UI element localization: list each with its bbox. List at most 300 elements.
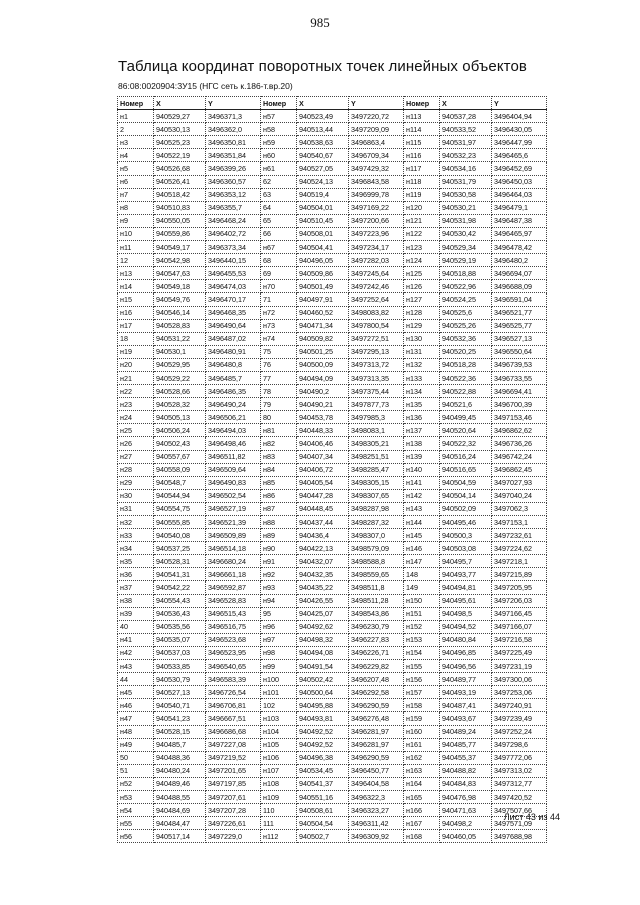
x-coordinate-cell: 940437,44	[297, 516, 349, 529]
x-coordinate-cell: 940537,25	[154, 542, 206, 555]
y-coordinate-cell: 3496440,15	[206, 254, 261, 267]
table-row	[118, 516, 547, 529]
point-number-cell: н49	[118, 738, 154, 751]
x-coordinate-cell: 940544,94	[154, 489, 206, 502]
y-coordinate-cell: 3497313,02	[492, 764, 547, 777]
y-coordinate-cell: 3498511,8	[349, 581, 404, 594]
point-number-cell: 95	[261, 607, 297, 620]
y-coordinate-cell: 3496523,95	[206, 646, 261, 659]
x-coordinate-cell: 940435,22	[297, 581, 349, 594]
table-row	[118, 306, 547, 319]
point-number-cell: н97	[261, 633, 297, 646]
point-number-cell: н45	[118, 686, 154, 699]
point-number-cell: н70	[261, 280, 297, 293]
y-coordinate-cell: 3496516,75	[206, 620, 261, 633]
point-number-cell: н142	[404, 489, 440, 502]
point-number-cell: н145	[404, 529, 440, 542]
x-coordinate-cell: 940520,64	[440, 424, 492, 437]
y-coordinate-cell: 3496511,82	[206, 450, 261, 463]
point-number-cell: н112	[261, 830, 297, 843]
x-coordinate-cell: 940533,85	[154, 660, 206, 673]
point-number-cell: н11	[118, 241, 154, 254]
y-coordinate-cell: 3497298,6	[492, 738, 547, 751]
y-coordinate-cell: 3496528,83	[206, 594, 261, 607]
point-number-cell: н39	[118, 607, 154, 620]
point-number-cell: 75	[261, 345, 297, 358]
y-coordinate-cell: 3498559,65	[349, 568, 404, 581]
y-coordinate-cell: 3498579,09	[349, 542, 404, 555]
y-coordinate-cell: 3496498,46	[206, 437, 261, 450]
x-coordinate-cell: 940494,09	[297, 371, 349, 384]
y-coordinate-cell: 3498307,65	[349, 489, 404, 502]
y-coordinate-cell: 3496485,7	[206, 371, 261, 384]
x-coordinate-cell: 940546,14	[154, 306, 206, 319]
y-coordinate-cell: 3496480,2	[492, 254, 547, 267]
y-coordinate-cell: 3497201,65	[206, 764, 261, 777]
point-number-cell: н161	[404, 738, 440, 751]
y-coordinate-cell: 3496430,05	[492, 123, 547, 136]
point-number-cell: н98	[261, 646, 297, 659]
point-number-cell: 40	[118, 620, 154, 633]
point-number-cell: н85	[261, 476, 297, 489]
y-coordinate-cell: 3497772,06	[492, 751, 547, 764]
y-coordinate-cell: 3497375,44	[349, 385, 404, 398]
point-number-cell: 44	[118, 673, 154, 686]
y-coordinate-cell: 3496322,3	[349, 790, 404, 803]
y-coordinate-cell: 3497239,49	[492, 712, 547, 725]
y-coordinate-cell: 3496399,26	[206, 162, 261, 175]
x-coordinate-cell: 940549,18	[154, 280, 206, 293]
y-coordinate-cell: 3496739,53	[492, 358, 547, 371]
table-row	[118, 411, 547, 424]
point-number-cell: 2	[118, 123, 154, 136]
x-coordinate-cell: 940495,46	[440, 516, 492, 529]
y-coordinate-cell: 3496355,7	[206, 201, 261, 214]
point-number-cell: 78	[261, 385, 297, 398]
y-coordinate-cell: 3496592,87	[206, 581, 261, 594]
x-coordinate-cell: 940510,45	[297, 214, 349, 227]
x-coordinate-cell: 940471,63	[440, 804, 492, 817]
point-number-cell: н19	[118, 345, 154, 358]
table-row	[118, 345, 547, 358]
y-coordinate-cell: 3496527,19	[206, 502, 261, 515]
x-coordinate-cell: 940498,32	[297, 633, 349, 646]
y-coordinate-cell: 3498285,47	[349, 463, 404, 476]
y-coordinate-cell: 3496525,77	[492, 319, 547, 332]
y-coordinate-cell: 3497252,64	[349, 293, 404, 306]
y-coordinate-cell: 3497800,54	[349, 319, 404, 332]
x-coordinate-cell: 940547,63	[154, 267, 206, 280]
point-number-cell: 148	[404, 568, 440, 581]
point-number-cell: н96	[261, 620, 297, 633]
point-number-cell: н118	[404, 175, 440, 188]
y-coordinate-cell: 3496736,26	[492, 437, 547, 450]
y-coordinate-cell: 3497295,13	[349, 345, 404, 358]
table-row	[118, 764, 547, 777]
point-number-cell: н143	[404, 502, 440, 515]
point-number-cell: н32	[118, 516, 154, 529]
y-coordinate-cell: 3496487,38	[492, 214, 547, 227]
y-coordinate-cell: 3496311,42	[349, 817, 404, 830]
x-coordinate-cell: 940448,45	[297, 502, 349, 515]
x-coordinate-cell: 940504,59	[440, 476, 492, 489]
y-coordinate-cell: 3497253,06	[492, 686, 547, 699]
point-number-cell: н14	[118, 280, 154, 293]
x-coordinate-cell: 940493,77	[440, 568, 492, 581]
point-number-cell: н52	[118, 777, 154, 790]
x-coordinate-cell: 940518,42	[154, 188, 206, 201]
table-row	[118, 830, 547, 843]
x-coordinate-cell: 940494,52	[440, 620, 492, 633]
point-number-cell: н108	[261, 777, 297, 790]
point-number-cell: н157	[404, 686, 440, 699]
point-number-cell: н82	[261, 437, 297, 450]
point-number-cell: 77	[261, 371, 297, 384]
header-y-3: Y	[492, 97, 547, 110]
point-number-cell: 50	[118, 751, 154, 764]
point-number-cell: 69	[261, 267, 297, 280]
y-coordinate-cell: 3496276,48	[349, 712, 404, 725]
point-number-cell: н90	[261, 542, 297, 555]
y-coordinate-cell: 3496494,03	[206, 424, 261, 437]
x-coordinate-cell: 940530,21	[440, 201, 492, 214]
x-coordinate-cell: 940502,7	[297, 830, 349, 843]
x-coordinate-cell: 940526,68	[154, 162, 206, 175]
x-coordinate-cell: 940426,55	[297, 594, 349, 607]
y-coordinate-cell: 3496465,97	[492, 227, 547, 240]
x-coordinate-cell: 940525,6	[440, 306, 492, 319]
y-coordinate-cell: 3497226,61	[206, 817, 261, 830]
point-number-cell: н167	[404, 817, 440, 830]
x-coordinate-cell: 940528,83	[154, 319, 206, 332]
table-row	[118, 450, 547, 463]
table-row	[118, 751, 547, 764]
point-number-cell: н16	[118, 306, 154, 319]
point-number-cell: н105	[261, 738, 297, 751]
y-coordinate-cell: 3497219,52	[206, 751, 261, 764]
point-number-cell: 51	[118, 764, 154, 777]
table-row	[118, 123, 547, 136]
point-number-cell: н93	[261, 581, 297, 594]
y-coordinate-cell: 3497218,1	[492, 555, 547, 568]
x-coordinate-cell: 940517,14	[154, 830, 206, 843]
x-coordinate-cell: 940490,2	[297, 385, 349, 398]
x-coordinate-cell: 940558,09	[154, 463, 206, 476]
table-row	[118, 188, 547, 201]
point-number-cell: н15	[118, 293, 154, 306]
y-coordinate-cell: 3496700,39	[492, 398, 547, 411]
y-coordinate-cell: 3496450,77	[349, 764, 404, 777]
y-coordinate-cell: 3497205,95	[492, 581, 547, 594]
point-number-cell: н151	[404, 607, 440, 620]
x-coordinate-cell: 940534,16	[440, 162, 492, 175]
table-row	[118, 502, 547, 515]
x-coordinate-cell: 940492,62	[297, 620, 349, 633]
x-coordinate-cell: 940527,13	[154, 686, 206, 699]
point-number-cell: н140	[404, 463, 440, 476]
y-coordinate-cell: 3496404,58	[349, 777, 404, 790]
point-number-cell: н155	[404, 660, 440, 673]
y-coordinate-cell: 3497229,0	[206, 830, 261, 843]
y-coordinate-cell: 3496742,24	[492, 450, 547, 463]
y-coordinate-cell: 3496591,04	[492, 293, 547, 306]
x-coordinate-cell: 940505,13	[154, 411, 206, 424]
table-row	[118, 149, 547, 162]
y-coordinate-cell: 3496468,24	[206, 214, 261, 227]
point-number-cell: н128	[404, 306, 440, 319]
point-number-cell: н46	[118, 699, 154, 712]
y-coordinate-cell: 3497209,09	[349, 123, 404, 136]
y-coordinate-cell: 3497227,08	[206, 738, 261, 751]
x-coordinate-cell: 940498,5	[440, 607, 492, 620]
y-coordinate-cell: 3496281,97	[349, 725, 404, 738]
x-coordinate-cell: 940550,05	[154, 214, 206, 227]
x-coordinate-cell: 940536,43	[154, 607, 206, 620]
y-coordinate-cell: 3498083,1	[349, 424, 404, 437]
y-coordinate-cell: 3496447,99	[492, 136, 547, 149]
table-row	[118, 529, 547, 542]
y-coordinate-cell: 3496353,12	[206, 188, 261, 201]
point-number-cell: н107	[261, 764, 297, 777]
x-coordinate-cell: 940530,13	[154, 123, 206, 136]
x-coordinate-cell: 940496,38	[297, 751, 349, 764]
y-coordinate-cell: 3497225,49	[492, 646, 547, 659]
point-number-cell: н67	[261, 241, 297, 254]
y-coordinate-cell: 3498307,0	[349, 529, 404, 542]
x-coordinate-cell: 940407,34	[297, 450, 349, 463]
table-row	[118, 581, 547, 594]
x-coordinate-cell: 940516,24	[440, 450, 492, 463]
point-number-cell: н53	[118, 790, 154, 803]
x-coordinate-cell: 940484,83	[440, 777, 492, 790]
x-coordinate-cell: 940516,65	[440, 463, 492, 476]
point-number-cell: н47	[118, 712, 154, 725]
point-number-cell: н37	[118, 581, 154, 594]
x-coordinate-cell: 940529,27	[154, 110, 206, 123]
y-coordinate-cell: 3496371,3	[206, 110, 261, 123]
x-coordinate-cell: 940490,21	[297, 398, 349, 411]
x-coordinate-cell: 940455,37	[440, 751, 492, 764]
y-coordinate-cell: 3497232,61	[492, 529, 547, 542]
y-coordinate-cell: 3496404,94	[492, 110, 547, 123]
x-coordinate-cell: 940541,23	[154, 712, 206, 725]
point-number-cell: 149	[404, 581, 440, 594]
point-number-cell: н146	[404, 542, 440, 555]
table-header-row	[118, 97, 547, 110]
point-number-cell: н4	[118, 149, 154, 162]
x-coordinate-cell: 940504,14	[440, 489, 492, 502]
x-coordinate-cell: 940537,28	[440, 110, 492, 123]
x-coordinate-cell: 940522,19	[154, 149, 206, 162]
header-number-1: Номер	[118, 97, 154, 110]
y-coordinate-cell: 3497207,28	[206, 804, 261, 817]
x-coordinate-cell: 940508,61	[297, 804, 349, 817]
x-coordinate-cell: 940551,16	[297, 790, 349, 803]
x-coordinate-cell: 940506,24	[154, 424, 206, 437]
x-coordinate-cell: 940520,25	[440, 345, 492, 358]
point-number-cell: н160	[404, 725, 440, 738]
table-row	[118, 777, 547, 790]
point-number-cell: н133	[404, 371, 440, 384]
y-coordinate-cell: 3496290,59	[349, 699, 404, 712]
point-number-cell: н74	[261, 332, 297, 345]
x-coordinate-cell: 940524,25	[440, 293, 492, 306]
x-coordinate-cell: 940535,56	[154, 620, 206, 633]
y-coordinate-cell: 3497688,98	[492, 830, 547, 843]
x-coordinate-cell: 940541,31	[154, 568, 206, 581]
y-coordinate-cell: 3497429,32	[349, 162, 404, 175]
y-coordinate-cell: 3497166,07	[492, 620, 547, 633]
y-coordinate-cell: 3497507,66	[492, 804, 547, 817]
x-coordinate-cell: 940493,67	[440, 712, 492, 725]
table-row	[118, 463, 547, 476]
x-coordinate-cell: 940496,56	[440, 660, 492, 673]
table-row	[118, 385, 547, 398]
x-coordinate-cell: 940554,43	[154, 594, 206, 607]
y-coordinate-cell: 3496468,35	[206, 306, 261, 319]
point-number-cell: н91	[261, 555, 297, 568]
header-number-3: Номер	[404, 97, 440, 110]
point-number-cell: н150	[404, 594, 440, 607]
point-number-cell: н99	[261, 660, 297, 673]
y-coordinate-cell: 3496452,69	[492, 162, 547, 175]
point-number-cell: н100	[261, 673, 297, 686]
y-coordinate-cell: 3497215,89	[492, 568, 547, 581]
x-coordinate-cell: 940529,19	[440, 254, 492, 267]
point-number-cell: н154	[404, 646, 440, 659]
point-number-cell: н10	[118, 227, 154, 240]
x-coordinate-cell: 940513,44	[297, 123, 349, 136]
y-coordinate-cell: 3496583,39	[206, 673, 261, 686]
point-number-cell: н125	[404, 267, 440, 280]
y-coordinate-cell: 3497231,19	[492, 660, 547, 673]
y-coordinate-cell: 3497272,51	[349, 332, 404, 345]
point-number-cell: н130	[404, 332, 440, 345]
x-coordinate-cell: 940500,09	[297, 358, 349, 371]
y-coordinate-cell: 3496479,1	[492, 201, 547, 214]
y-coordinate-cell: 3497169,22	[349, 201, 404, 214]
x-coordinate-cell: 940530,79	[154, 673, 206, 686]
x-coordinate-cell: 940540,67	[297, 149, 349, 162]
x-coordinate-cell: 940485,7	[154, 738, 206, 751]
point-number-cell: н113	[404, 110, 440, 123]
point-number-cell: н84	[261, 463, 297, 476]
table-row	[118, 437, 547, 450]
point-number-cell: н58	[261, 123, 297, 136]
x-coordinate-cell: 940502,42	[297, 673, 349, 686]
table-row	[118, 398, 547, 411]
point-number-cell: н41	[118, 633, 154, 646]
point-number-cell: н114	[404, 123, 440, 136]
point-number-cell: н60	[261, 149, 297, 162]
point-number-cell: н20	[118, 358, 154, 371]
point-number-cell: н21	[118, 371, 154, 384]
x-coordinate-cell: 940530,1	[154, 345, 206, 358]
table-row	[118, 371, 547, 384]
x-coordinate-cell: 940521,6	[440, 398, 492, 411]
x-coordinate-cell: 940422,13	[297, 542, 349, 555]
table-row	[118, 712, 547, 725]
x-coordinate-cell: 940525,23	[154, 136, 206, 149]
y-coordinate-cell: 3496863,4	[349, 136, 404, 149]
point-number-cell: н54	[118, 804, 154, 817]
y-coordinate-cell: 3496709,34	[349, 149, 404, 162]
point-number-cell: н138	[404, 437, 440, 450]
point-number-cell: н9	[118, 214, 154, 227]
y-coordinate-cell: 3496521,39	[206, 516, 261, 529]
point-number-cell: н121	[404, 214, 440, 227]
table-row	[118, 136, 547, 149]
point-number-cell: н120	[404, 201, 440, 214]
point-number-cell: н147	[404, 555, 440, 568]
table-row	[118, 201, 547, 214]
point-number-cell: н101	[261, 686, 297, 699]
table-row	[118, 254, 547, 267]
point-number-cell: н31	[118, 502, 154, 515]
coordinates-table	[117, 96, 547, 843]
point-number-cell: н72	[261, 306, 297, 319]
table-row	[118, 568, 547, 581]
point-number-cell: н35	[118, 555, 154, 568]
x-coordinate-cell: 940532,36	[440, 332, 492, 345]
x-coordinate-cell: 940494,08	[297, 646, 349, 659]
x-coordinate-cell: 940541,37	[297, 777, 349, 790]
y-coordinate-cell: 3496694,41	[492, 385, 547, 398]
point-number-cell: н94	[261, 594, 297, 607]
point-number-cell: н43	[118, 660, 154, 673]
table-row	[118, 633, 547, 646]
point-number-cell: н61	[261, 162, 297, 175]
point-number-cell: н117	[404, 162, 440, 175]
x-coordinate-cell: 940524,13	[297, 175, 349, 188]
table-row	[118, 358, 547, 371]
x-coordinate-cell: 940537,03	[154, 646, 206, 659]
x-coordinate-cell: 940549,17	[154, 241, 206, 254]
y-coordinate-cell: 3496207,48	[349, 673, 404, 686]
x-coordinate-cell: 940549,76	[154, 293, 206, 306]
point-number-cell: н42	[118, 646, 154, 659]
point-number-cell: 62	[261, 175, 297, 188]
y-coordinate-cell: 3497313,72	[349, 358, 404, 371]
x-coordinate-cell: 940499,45	[440, 411, 492, 424]
point-number-cell: н116	[404, 149, 440, 162]
y-coordinate-cell: 3497242,46	[349, 280, 404, 293]
point-number-cell: н5	[118, 162, 154, 175]
x-coordinate-cell: 940504,01	[297, 201, 349, 214]
y-coordinate-cell: 3496465,6	[492, 149, 547, 162]
y-coordinate-cell: 3498305,21	[349, 437, 404, 450]
y-coordinate-cell: 3498251,51	[349, 450, 404, 463]
y-coordinate-cell: 3496661,18	[206, 568, 261, 581]
y-coordinate-cell: 3496490,24	[206, 398, 261, 411]
y-coordinate-cell: 3498287,32	[349, 516, 404, 529]
table-row	[118, 660, 547, 673]
point-number-cell: н24	[118, 411, 154, 424]
x-coordinate-cell: 940503,08	[440, 542, 492, 555]
x-coordinate-cell: 940534,45	[297, 764, 349, 777]
x-coordinate-cell: 940488,82	[440, 764, 492, 777]
x-coordinate-cell: 940460,05	[440, 830, 492, 843]
table-row	[118, 227, 547, 240]
x-coordinate-cell: 940494,81	[440, 581, 492, 594]
point-number-cell: н137	[404, 424, 440, 437]
point-number-cell: н26	[118, 437, 154, 450]
point-number-cell: н29	[118, 476, 154, 489]
table-row	[118, 699, 547, 712]
x-coordinate-cell: 940530,58	[440, 188, 492, 201]
table-row	[118, 620, 547, 633]
point-number-cell: н30	[118, 489, 154, 502]
